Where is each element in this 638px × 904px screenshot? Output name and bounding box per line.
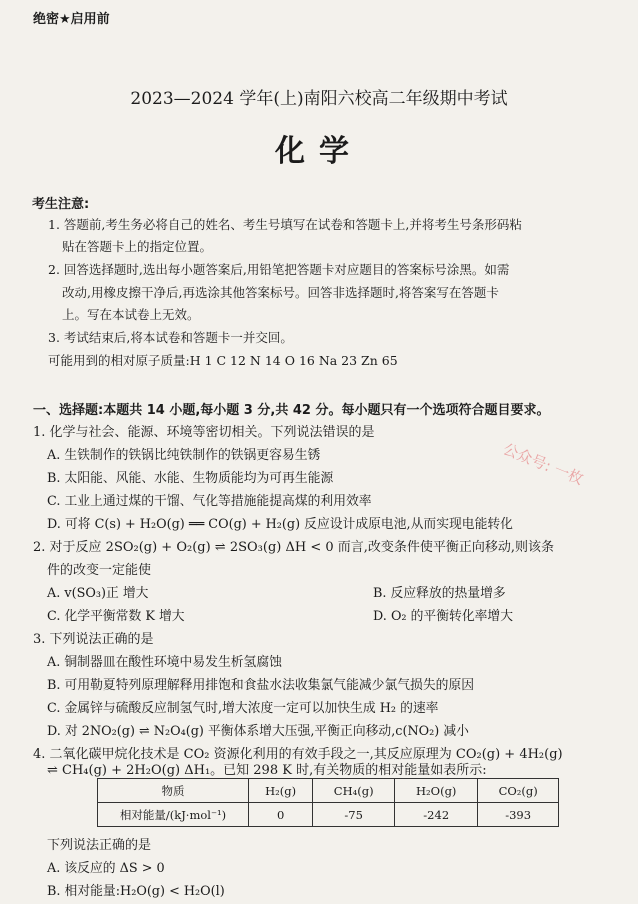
question-3-option-d: D. 对 2NO₂(g) ⇌ N₂O₄(g) 平衡体系增大压强,平衡正向移动,c(NO₂) 减小 — [47, 724, 469, 739]
watermark-text: 公众号: 一枚 — [500, 439, 586, 489]
table-header-cell: CH₄(g) — [313, 779, 395, 803]
table-row-label: 相对能量/(kJ·mol⁻¹) — [98, 803, 249, 827]
question-2-option-a: A. v(SO₃)正 增大 — [47, 586, 149, 601]
notice-item: 上。写在本试卷上无效。 — [62, 307, 200, 322]
question-3-option-c: C. 金属锌与硫酸反应制氢气时,增大浓度一定可以加快生成 H₂ 的速率 — [47, 701, 439, 716]
question-2-stem-cont: 件的改变一定能使 — [47, 563, 152, 578]
table-header-cell: H₂O(g) — [395, 779, 478, 803]
notice-item: 3. 考试结束后,将本试卷和答题卡一并交回。 — [48, 330, 293, 345]
question-1-stem: 1. 化学与社会、能源、环境等密切相关。下列说法错误的是 — [33, 425, 375, 440]
question-2-option-c: C. 化学平衡常数 K 增大 — [47, 609, 185, 624]
exam-title: 2023—2024 学年(上)南阳六校高二年级期中考试 — [130, 89, 508, 109]
question-4-after: 下列说法正确的是 — [47, 838, 152, 853]
subject-title: 化学 — [275, 134, 363, 169]
atomic-mass-line: 可能用到的相对原子质量:H 1 C 12 N 14 O 16 Na 23 Zn 65 — [48, 353, 398, 368]
notice-item: 2. 回答选择题时,选出每小题答案后,用铅笔把答题卡对应题目的答案标号涂黑。如需 — [48, 262, 510, 277]
question-3-option-a: A. 铜制器皿在酸性环境中易发生析氢腐蚀 — [47, 655, 282, 670]
notice-item: 1. 答题前,考生务必将自己的姓名、考生号填写在试卷和答题卡上,并将考生号条形码粘 — [48, 217, 522, 232]
question-1-option-b: B. 太阳能、风能、水能、生物质能均为可再生能源 — [47, 471, 334, 486]
table-cell: -75 — [313, 803, 395, 827]
question-4-option-a: A. 该反应的 ΔS > 0 — [47, 861, 165, 876]
table-header-cell: 物质 — [98, 779, 249, 803]
table-cell: -393 — [478, 803, 559, 827]
question-4-option-b: B. 相对能量:H₂O(g) < H₂O(l) — [47, 884, 225, 899]
question-2-option-d: D. O₂ 的平衡转化率增大 — [373, 609, 514, 624]
question-1-option-d: D. 可将 C(s) + H₂O(g) ══ CO(g) + H₂(g) 反应设计成原电池,从而实现电能转化 — [47, 517, 513, 532]
table-header-cell: CO₂(g) — [478, 779, 559, 803]
table-row — [98, 803, 559, 827]
question-3-stem: 3. 下列说法正确的是 — [33, 632, 154, 647]
notice-title: 考生注意: — [32, 197, 90, 212]
question-1-option-c: C. 工业上通过煤的干馏、气化等措施能提高煤的利用效率 — [47, 494, 372, 509]
question-3-option-b: B. 可用勒夏特列原理解释用排饱和食盐水法收集氯气能减少氯气损失的原因 — [47, 678, 475, 693]
notice-item: 改动,用橡皮擦干净后,再选涂其他答案标号。回答非选择题时,将答案写在答题卡 — [62, 285, 499, 300]
table-cell: 0 — [249, 803, 313, 827]
table-cell: -242 — [395, 803, 478, 827]
question-2-option-b: B. 反应释放的热量增多 — [373, 586, 506, 601]
question-2-stem: 2. 对于反应 2SO₂(g) + O₂(g) ⇌ 2SO₃(g) ΔH < 0 而言,改变条件使平衡正向移动,则该条 — [33, 540, 555, 555]
notice-item: 贴在答题卡上的指定位置。 — [62, 239, 213, 254]
section-title: 一、选择题:本题共 14 小题,每小题 3 分,共 42 分。每小题只有一个选项符合题目要求。 — [33, 403, 550, 418]
question-4-stem-cont: ⇌ CH₄(g) + 2H₂O(g) ΔH₁。已知 298 K 时,有关物质的相对能量如表所示: — [47, 763, 487, 778]
table-header-cell: H₂(g) — [249, 779, 313, 803]
question-1-option-a: A. 生铁制作的铁锅比纯铁制作的铁锅更容易生锈 — [47, 448, 321, 463]
table-header-row — [98, 779, 559, 803]
energy-table — [97, 778, 559, 827]
question-4-stem: 4. 二氧化碳甲烷化技术是 CO₂ 资源化利用的有效手段之一,其反应原理为 CO₂(g) + 4H₂(g) — [33, 747, 563, 762]
secret-label: 绝密★启用前 — [33, 12, 110, 27]
